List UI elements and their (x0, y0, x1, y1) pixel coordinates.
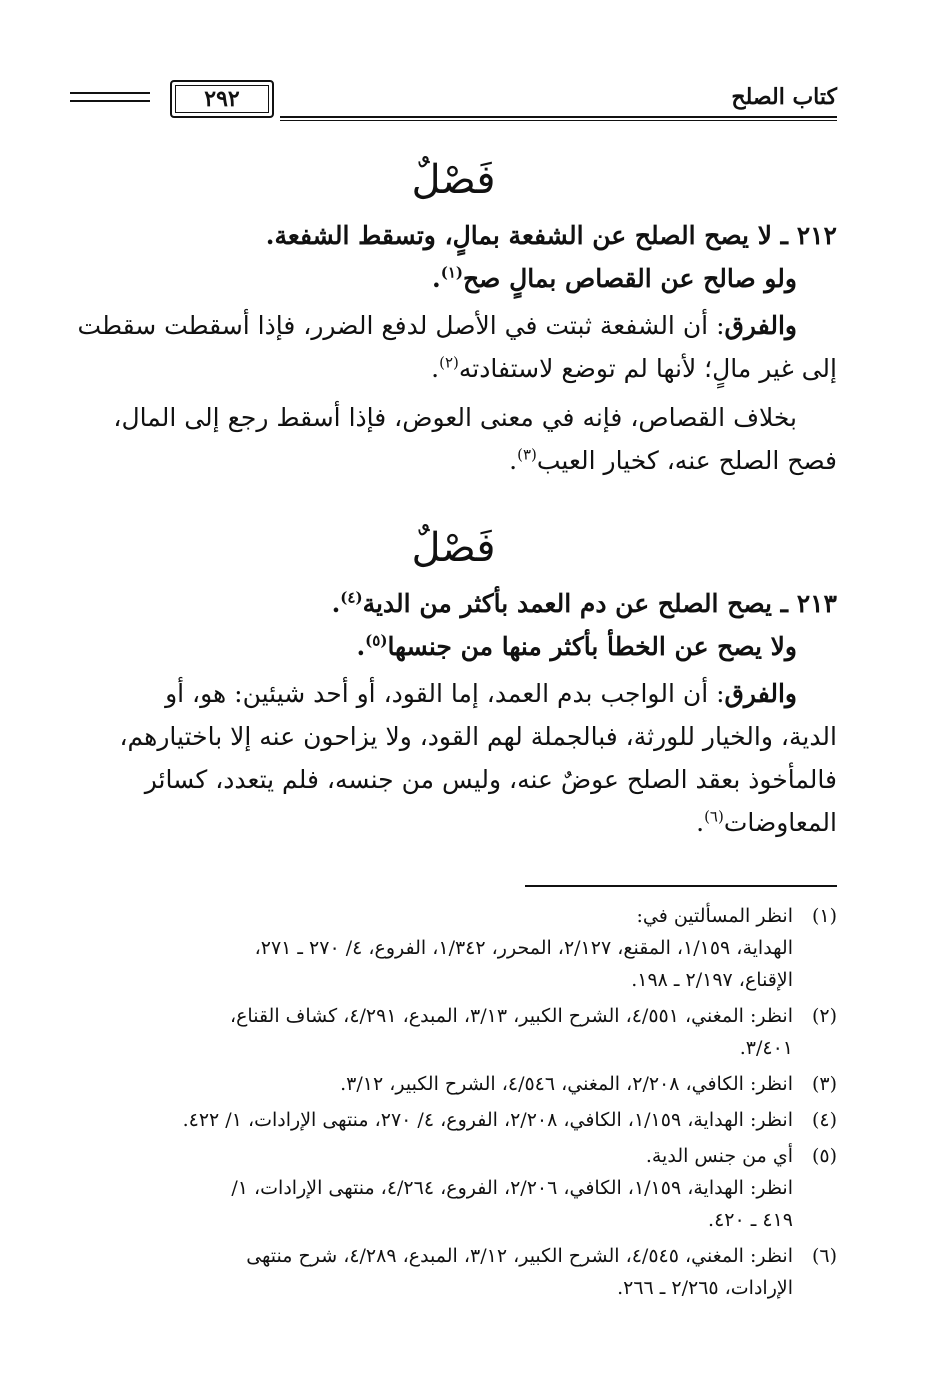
footnote-line: انظر: الهداية، ١/١٥٩، الكافي، ٢/٢٠٦، الفروع، ٤/٢٦٤، منتهى الإرادات، ١/ (231, 1177, 793, 1199)
page-header (70, 78, 837, 128)
footnote-line: انظر: المغني، ٤/٥٤٥، الشرح الكبير، ٣/١٢، المبدع، ٤/٢٨٩، شرح منتهى (246, 1245, 793, 1267)
footnote-line: ٣/٤٠١. (739, 1037, 793, 1059)
counter-case-213: ولا يصح عن الخطأ بأكثر منها من جنسها$^{(٥)}$. (356, 631, 797, 661)
difference-label: والفرق (724, 679, 797, 708)
footnote-number: (٣) (811, 1073, 837, 1095)
section-heading: فَصْلٌ (411, 157, 496, 203)
difference-label: والفرق (724, 311, 797, 340)
footnote-line: انظر: الكافي، ٢/٢٠٨، المغني، ٤/٥٤٦، الشرح الكبير، ٣/١٢. (340, 1073, 793, 1095)
contrast-212: بخلاف القصاص، فإنه في معنى العوض، فإذا أسقط رجع إلى المال، (113, 403, 797, 432)
difference-213-line3: فالمأخوذ بعقد الصلح عوضٌ عنه، وليس من جنسه، فلم يتعدد، كسائر (144, 765, 837, 794)
rule-213: ٢١٣ ـ يصح الصلح عن دم العمد بأكثر من الدية$^{(٤)}$. (331, 588, 837, 618)
footnote-number: (٤) (811, 1109, 837, 1131)
footnote (70, 1104, 837, 1136)
difference-213-line4: المعاوضات$^{(٦)}$. (696, 807, 837, 837)
header-rule (280, 116, 837, 118)
difference-212-cont: إلى غير مالٍ؛ لأنها لم توضع لاستفادته$^{(٢)}$. (431, 353, 837, 383)
footnote-line: أي من جنس الدية. (645, 1145, 793, 1167)
footnote-separator (525, 885, 837, 887)
section-1-body (70, 214, 837, 482)
footnote-ref: (٤) (340, 588, 363, 607)
header-rule-thin (280, 120, 837, 121)
section-2 (70, 525, 837, 571)
footnote-ref: (٣) (517, 445, 537, 464)
footnote-line: انظر: المغني، ٤/٥٥١، الشرح الكبير، ٣/١٣، المبدع، ٤/٢٩١، كشاف القناع، (229, 1005, 793, 1027)
rule-212: ٢١٢ ـ لا يصح الصلح عن الشفعة بمالٍ، وتسقط الشفعة. (265, 221, 837, 250)
footnote-ref: (٥) (365, 631, 388, 650)
footnote (70, 900, 837, 996)
footnote-ref: (٢) (439, 353, 459, 372)
footnote (70, 1000, 837, 1064)
footnote-line: انظر: الهداية، ١/١٥٩، الكافي، ٢/٢٠٨، الفروع، ٤/ ٢٧٠، منتهى الإرادات، ١/ ٤٢٢. (182, 1109, 793, 1131)
running-title: كتاب الصلح (731, 84, 837, 110)
footnote-line: الهداية، ١/١٥٩، المقنع، ٢/١٢٧، المحرر، ١/٣٤٢، الفروع، ٤/ ٢٧٠ ـ ٢٧١، (254, 937, 793, 959)
difference-212: والفرق: أن الشفعة ثبتت في الأصل لدفع الضرر، فإذا أسقطت سقطت (77, 311, 797, 340)
footnote-line: انظر المسألتين في: (636, 905, 793, 927)
footnote-number: (١) (811, 905, 837, 927)
footnote-number: (٢) (811, 1005, 837, 1027)
difference-213-line2: الدية، والخيار للورثة، فبالجملة لهم القود، ولا يزاحون عنه إلا باختيارهم، (119, 722, 837, 751)
footnote-line: الإرادات، ٢/٢٦٥ ـ ٢٦٦. (617, 1277, 793, 1299)
footnote-ref: (٦) (704, 807, 724, 826)
footnote-number: (٥) (811, 1145, 837, 1167)
header-double-rule (70, 92, 150, 102)
footnote-number: (٦) (811, 1245, 837, 1267)
footnotes (70, 900, 837, 1308)
page-number: ٢٩٢ (170, 80, 274, 118)
footnote-line: ٤١٩ ـ ٤٢٠. (708, 1209, 793, 1231)
footnote-ref: (١) (440, 263, 464, 282)
section-1 (70, 157, 837, 203)
contrast-212-cont: فصح الصلح عنه، كخيار العيب$^{(٣)}$. (509, 445, 837, 475)
section-heading: فَصْلٌ (411, 525, 496, 571)
difference-213: والفرق: أن الواجب بدم العمد، إما القود، أو أحد شيئين: هو، أو (165, 679, 797, 708)
section-2-body (70, 582, 837, 844)
counter-case-212: ولو صالح عن القصاص بمالٍ صح$^{(١)}$. (432, 263, 797, 293)
footnote (70, 1240, 837, 1304)
footnote (70, 1068, 837, 1100)
footnote (70, 1140, 837, 1236)
footnote-line: الإقناع، ٢/١٩٧ ـ ١٩٨. (631, 969, 793, 991)
